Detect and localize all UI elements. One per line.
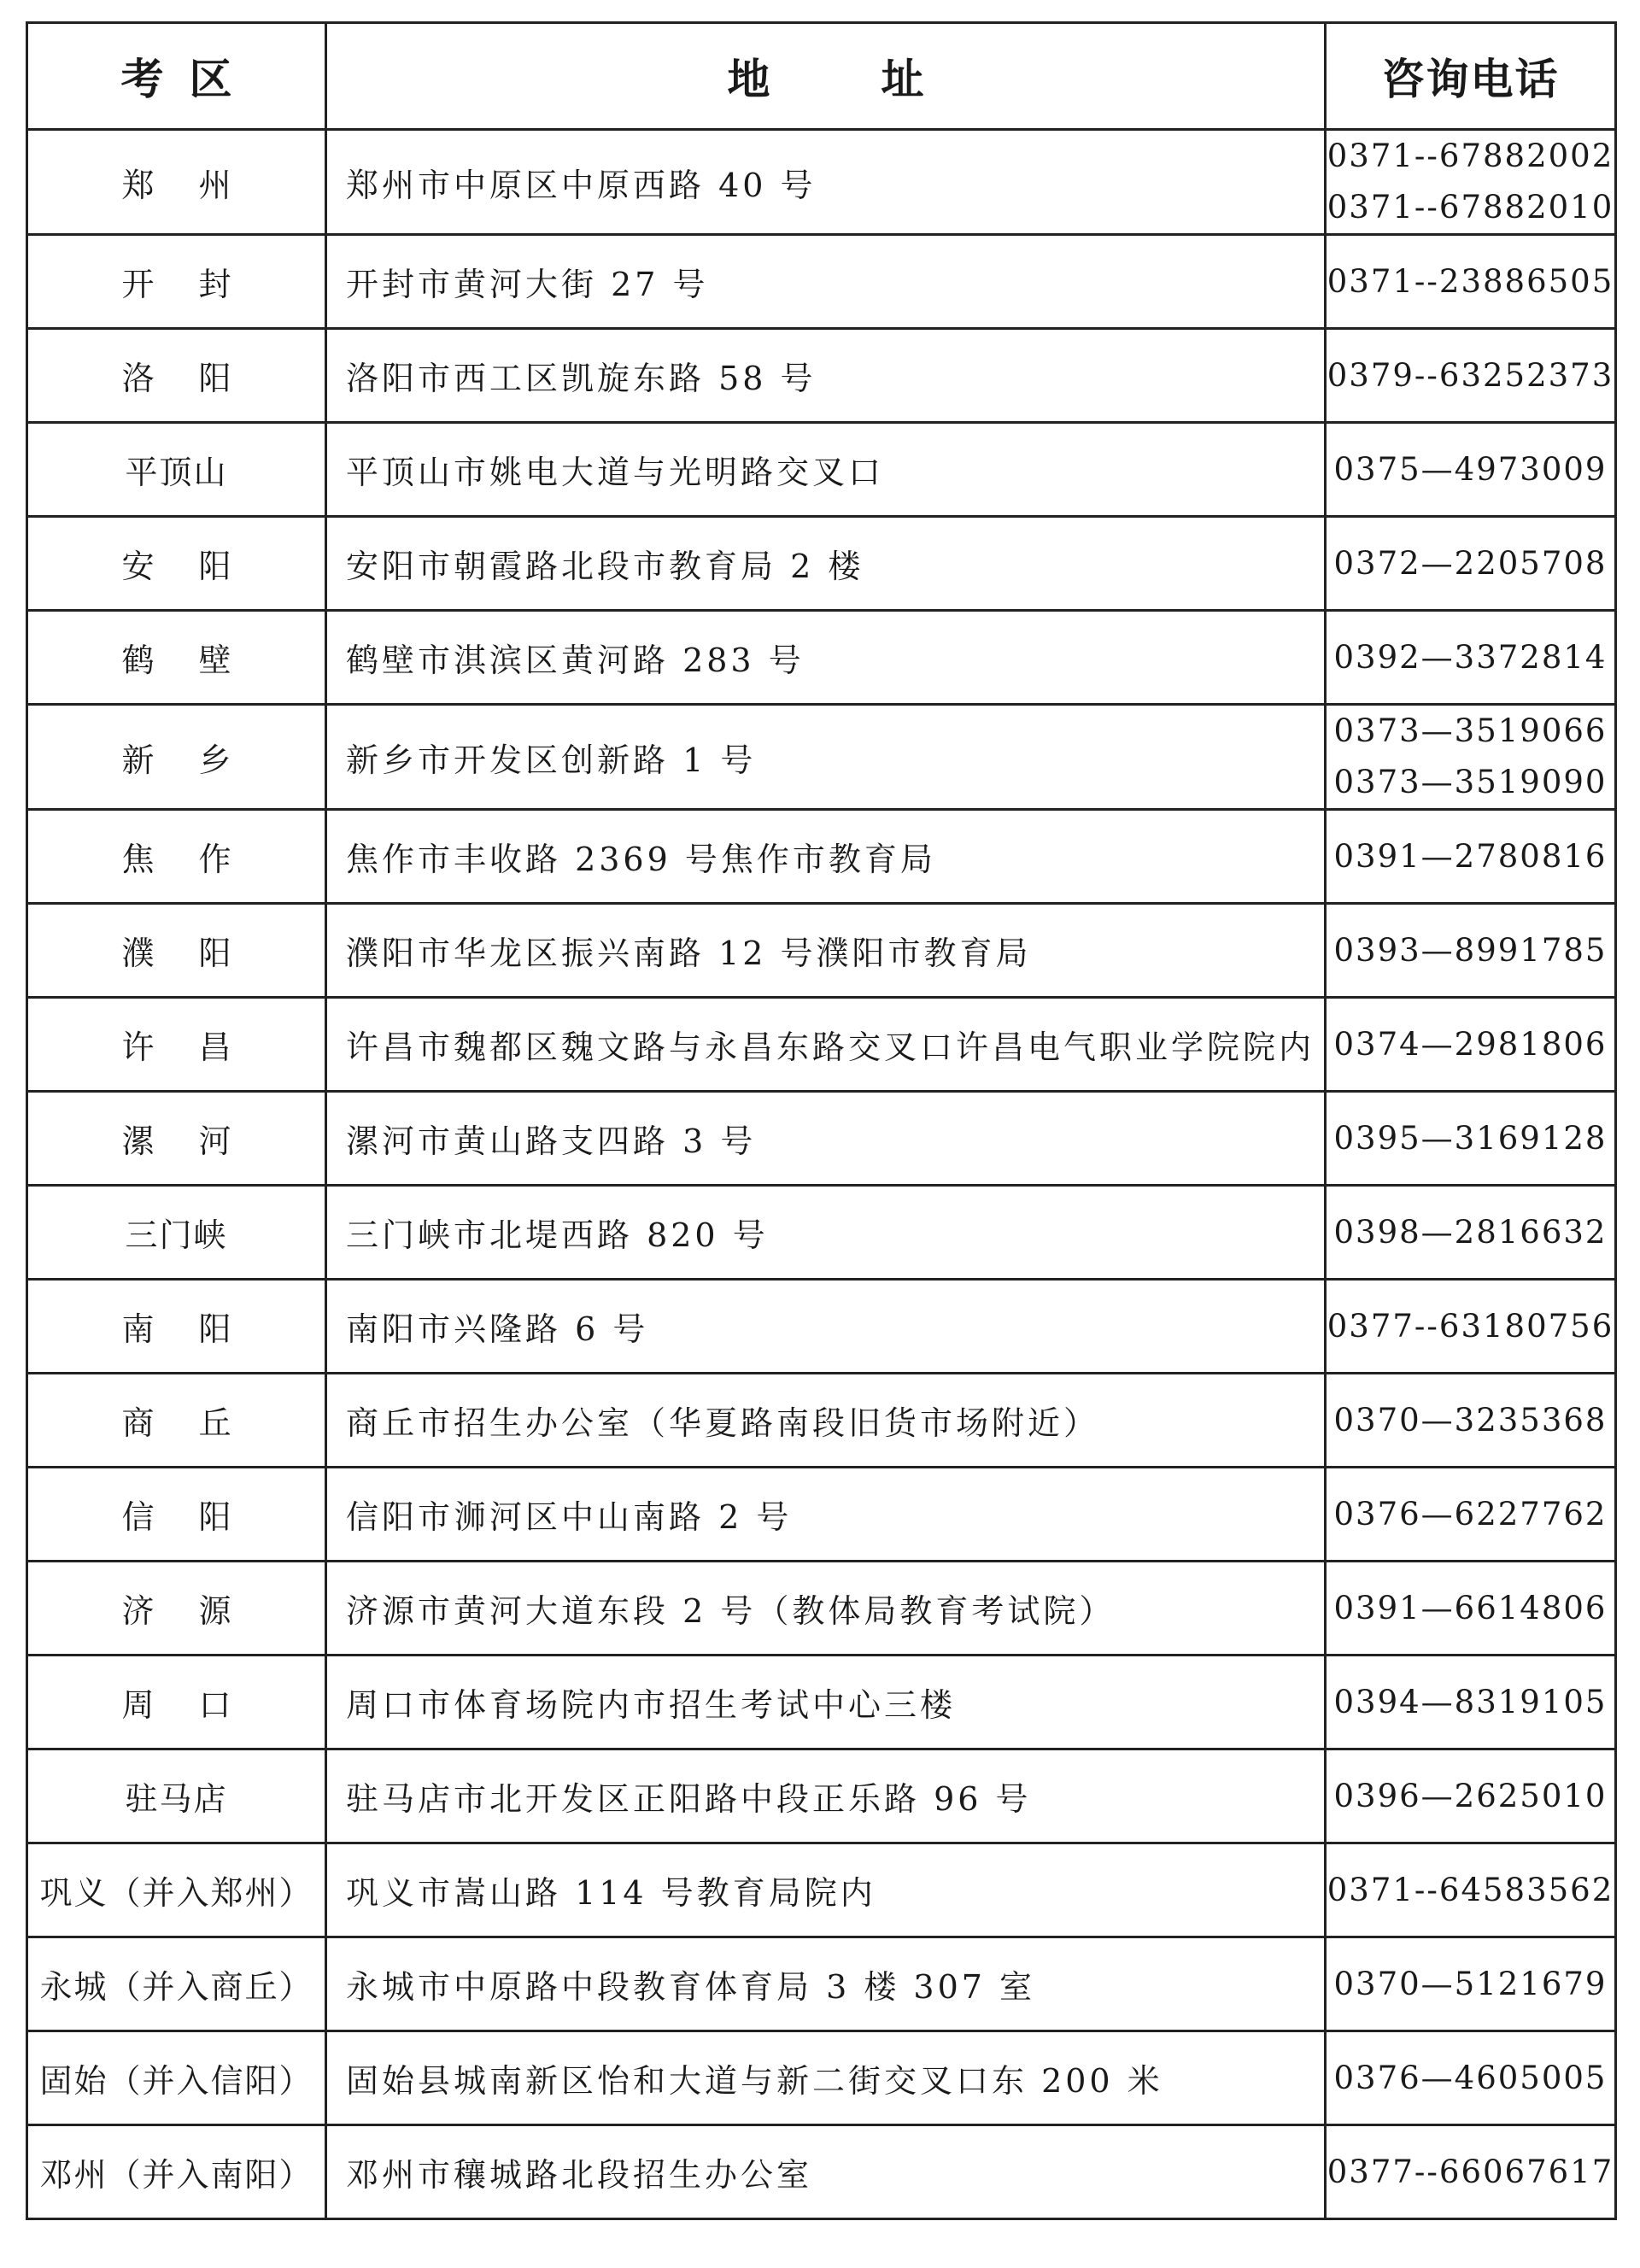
exam-area-cell: 濮阳 <box>27 904 326 998</box>
phone-number: 0375—4973009 <box>1333 450 1608 488</box>
address-cell: 濮阳市华龙区振兴南路 12 号濮阳市教育局 <box>326 904 1326 998</box>
contact-table-sheet <box>26 21 1614 2220</box>
address-cell: 三门峡市北堤西路 820 号 <box>326 1186 1326 1280</box>
address-cell: 永城市中原路中段教育体育局 3 楼 307 室 <box>326 1937 1326 2031</box>
phone-cell <box>1326 705 1616 810</box>
address-cell: 商丘市招生办公室（华夏路南段旧货市场附近） <box>326 1374 1326 1468</box>
phone-cell <box>1326 517 1616 611</box>
address-cell: 开封市黄河大街 27 号 <box>326 235 1326 329</box>
phone-number: 0371--23886505 <box>1327 262 1614 300</box>
phone-cell <box>1326 904 1616 998</box>
address-cell: 固始县城南新区怡和大道与新二街交叉口东 200 米 <box>326 2031 1326 2125</box>
address-cell: 新乡市开发区创新路 1 号 <box>326 705 1326 810</box>
table-row <box>27 1092 1616 1186</box>
address-cell: 巩义市嵩山路 114 号教育局院内 <box>326 1843 1326 1937</box>
phone-number: 0392—3372814 <box>1333 638 1608 676</box>
phone-cell <box>1326 1092 1616 1186</box>
address-cell: 洛阳市西工区凯旋东路 58 号 <box>326 329 1326 423</box>
phone-number: 0398—2816632 <box>1333 1213 1608 1251</box>
exam-area-cell: 巩义（并入郑州） <box>27 1843 326 1937</box>
phone-number: 0376—6227762 <box>1333 1495 1608 1533</box>
phone-cell <box>1326 611 1616 705</box>
table-row <box>27 1374 1616 1468</box>
exam-area-cell: 开封 <box>27 235 326 329</box>
phone-cell <box>1326 998 1616 1092</box>
phone-number: 0391—6614806 <box>1333 1589 1608 1626</box>
phone-cell <box>1326 1280 1616 1374</box>
exam-area-cell: 商丘 <box>27 1374 326 1468</box>
table-row <box>27 517 1616 611</box>
exam-area-cell: 固始（并入信阳） <box>27 2031 326 2125</box>
address-cell: 许昌市魏都区魏文路与永昌东路交叉口许昌电气职业学院院内 <box>326 998 1326 1092</box>
header-phone: 咨询电话 <box>1326 23 1616 130</box>
table-body <box>27 130 1616 2219</box>
table-row <box>27 1656 1616 1749</box>
phone-number: 0370—5121679 <box>1333 1965 1608 2002</box>
phone-number: 0377--66067617 <box>1327 2153 1614 2190</box>
phone-number: 0395—3169128 <box>1333 1119 1608 1157</box>
table-row <box>27 1937 1616 2031</box>
phone-cell <box>1326 1374 1616 1468</box>
exam-area-cell: 漯河 <box>27 1092 326 1186</box>
header-area: 考区 <box>27 23 326 130</box>
phone-number: 0379--63252373 <box>1327 356 1614 394</box>
table-header-row <box>27 23 1616 130</box>
phone-number: 0393—8991785 <box>1333 931 1608 969</box>
exam-area-cell: 驻马店 <box>27 1749 326 1843</box>
exam-area-cell: 焦作 <box>27 810 326 904</box>
table-row <box>27 810 1616 904</box>
exam-area-cell: 许昌 <box>27 998 326 1092</box>
phone-number: 0371--67882002 <box>1327 138 1614 174</box>
address-cell: 周口市体育场院内市招生考试中心三楼 <box>326 1656 1326 1749</box>
table-row <box>27 2125 1616 2219</box>
phone-cell <box>1326 329 1616 423</box>
exam-area-cell: 郑州 <box>27 130 326 235</box>
address-cell: 郑州市中原区中原西路 40 号 <box>326 130 1326 235</box>
phone-cell <box>1326 1562 1616 1656</box>
table-row <box>27 2031 1616 2125</box>
phone-number: 0372—2205708 <box>1333 544 1608 582</box>
address-cell: 驻马店市北开发区正阳路中段正乐路 96 号 <box>326 1749 1326 1843</box>
phone-cell <box>1326 1468 1616 1562</box>
table-row <box>27 705 1616 810</box>
phone-number: 0391—2780816 <box>1333 837 1608 875</box>
exam-area-cell: 信阳 <box>27 1468 326 1562</box>
phone-number: 0377--63180756 <box>1327 1307 1614 1345</box>
phone-cell <box>1326 1656 1616 1749</box>
phone-number: 0370—3235368 <box>1333 1401 1608 1439</box>
exam-area-contact-table <box>26 21 1617 2220</box>
phone-number: 0396—2625010 <box>1333 1777 1608 1814</box>
exam-area-cell: 洛阳 <box>27 329 326 423</box>
address-cell: 济源市黄河大道东段 2 号（教体局教育考试院） <box>326 1562 1326 1656</box>
exam-area-cell: 鹤壁 <box>27 611 326 705</box>
table-row <box>27 329 1616 423</box>
table-row <box>27 1749 1616 1843</box>
phone-cell <box>1326 1937 1616 2031</box>
address-cell: 焦作市丰收路 2369 号焦作市教育局 <box>326 810 1326 904</box>
table-row <box>27 611 1616 705</box>
address-cell: 信阳市浉河区中山南路 2 号 <box>326 1468 1326 1562</box>
exam-area-cell: 平顶山 <box>27 423 326 517</box>
phone-number: 0373—3519090 <box>1333 764 1608 800</box>
exam-area-cell: 三门峡 <box>27 1186 326 1280</box>
exam-area-cell: 济源 <box>27 1562 326 1656</box>
phone-number: 0376—4605005 <box>1333 2059 1608 2096</box>
address-cell: 平顶山市姚电大道与光明路交叉口 <box>326 423 1326 517</box>
phone-number: 0394—8319105 <box>1333 1683 1608 1720</box>
table-row <box>27 423 1616 517</box>
header-address: 地址 <box>326 23 1326 130</box>
phone-cell <box>1326 2031 1616 2125</box>
table-row <box>27 998 1616 1092</box>
exam-area-cell: 安阳 <box>27 517 326 611</box>
address-cell: 漯河市黄山路支四路 3 号 <box>326 1092 1326 1186</box>
table-row <box>27 1280 1616 1374</box>
exam-area-cell: 永城（并入商丘） <box>27 1937 326 2031</box>
phone-cell <box>1326 1186 1616 1280</box>
table-row <box>27 1468 1616 1562</box>
phone-cell <box>1326 1843 1616 1937</box>
table-row <box>27 235 1616 329</box>
exam-area-cell: 新乡 <box>27 705 326 810</box>
table-row <box>27 1562 1616 1656</box>
address-cell: 邓州市穰城路北段招生办公室 <box>326 2125 1326 2219</box>
phone-number: 0371--67882010 <box>1327 189 1614 226</box>
table-row <box>27 1843 1616 1937</box>
exam-area-cell: 周口 <box>27 1656 326 1749</box>
phone-number: 0373—3519066 <box>1333 712 1608 749</box>
exam-area-cell: 邓州（并入南阳） <box>27 2125 326 2219</box>
address-cell: 安阳市朝霞路北段市教育局 2 楼 <box>326 517 1326 611</box>
phone-cell <box>1326 235 1616 329</box>
address-cell: 南阳市兴隆路 6 号 <box>326 1280 1326 1374</box>
phone-cell <box>1326 423 1616 517</box>
phone-cell <box>1326 810 1616 904</box>
phone-cell <box>1326 130 1616 235</box>
table-row <box>27 1186 1616 1280</box>
address-cell: 鹤壁市淇滨区黄河路 283 号 <box>326 611 1326 705</box>
phone-cell <box>1326 2125 1616 2219</box>
phone-number: 0374—2981806 <box>1333 1025 1608 1063</box>
exam-area-cell: 南阳 <box>27 1280 326 1374</box>
table-row <box>27 904 1616 998</box>
phone-cell <box>1326 1749 1616 1843</box>
table-row <box>27 130 1616 235</box>
phone-number: 0371--64583562 <box>1327 1871 1614 1908</box>
